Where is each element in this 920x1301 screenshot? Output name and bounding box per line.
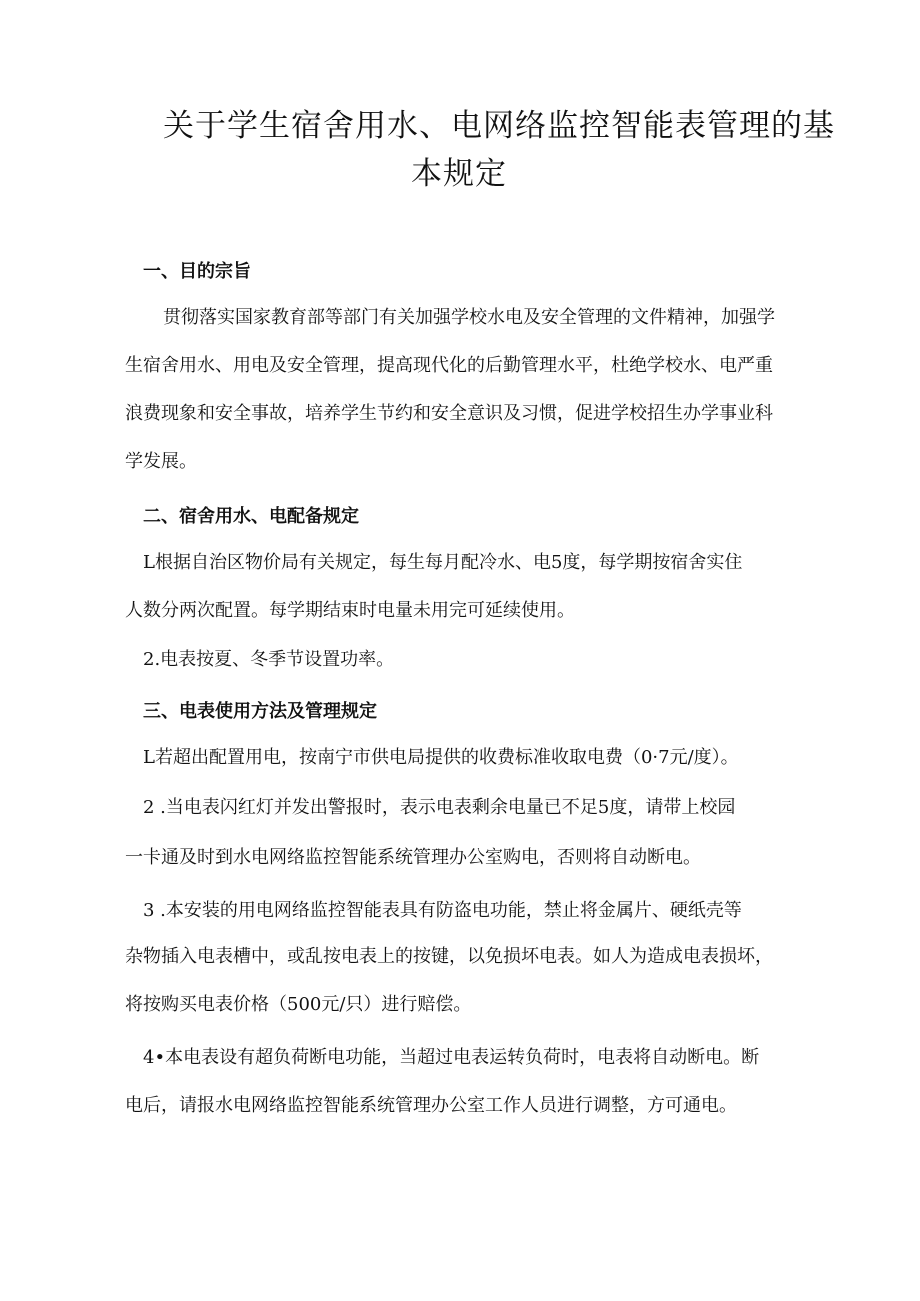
- section-3-item-4-line: 4•本电表设有超负荷断电功能，当超过电表运转负荷时，电表将自动断电。断: [143, 1047, 760, 1068]
- section-3-item-3-line: 杂物插入电表槽中，或乱按电表上的按键，以免损坏电表。如人为造成电表损坏，: [125, 946, 773, 967]
- section-3-item-3-line: 将按购买电表价格（500元/只）进行赔偿。: [125, 994, 472, 1015]
- section-2-item-1-line: 人数分两次配置。每学期结束时电量未用完可延续使用。: [125, 600, 575, 621]
- section-3-item-1: L若超出配置用电，按南宁市供电局提供的收费标准收取电费（0·7元/度）。: [143, 747, 739, 768]
- section-1-paragraph-line: 贯彻落实国家教育部等部门有关加强学校水电及安全管理的文件精神，加强学: [163, 307, 775, 328]
- section-2-item-1-line: L根据自治区物价局有关规定，每生每月配冷水、电5度，每学期按宿舍实住: [143, 552, 743, 573]
- section-3-item-2-line: 2 .当电表闪红灯并发出警报时，表示电表剩余电量已不足5度，请带上校园: [143, 797, 736, 818]
- section-3-heading: 三、电表使用方法及管理规定: [143, 701, 377, 722]
- section-1-heading: 一、目的宗旨: [143, 261, 251, 282]
- section-3-item-3-line: 3 .本安装的用电网络监控智能表具有防盗电功能，禁止将金属片、硬纸壳等: [143, 900, 742, 921]
- section-1-paragraph-line: 浪费现象和安全事故，培养学生节约和安全意识及习惯，促进学校招生办学事业科: [125, 403, 773, 424]
- section-3-item-4-line: 电后，请报水电网络监控智能系统管理办公室工作人员进行调整，方可通电。: [125, 1095, 737, 1116]
- section-1-paragraph-line: 学发展。: [125, 451, 197, 472]
- document-title-line-2: 本规定: [411, 156, 507, 192]
- document-title-line-1: 关于学生宿舍用水、电网络监控智能表管理的基: [163, 108, 835, 144]
- section-3-item-2-line: 一卡通及时到水电网络监控智能系统管理办公室购电，否则将自动断电。: [125, 847, 701, 868]
- section-2-item-2: 2.电表按夏、冬季节设置功率。: [143, 649, 395, 670]
- section-1-paragraph-line: 生宿舍用水、用电及安全管理，提高现代化的后勤管理水平，杜绝学校水、电严重: [125, 355, 773, 376]
- section-2-heading: 二、宿舍用水、电配备规定: [143, 506, 359, 527]
